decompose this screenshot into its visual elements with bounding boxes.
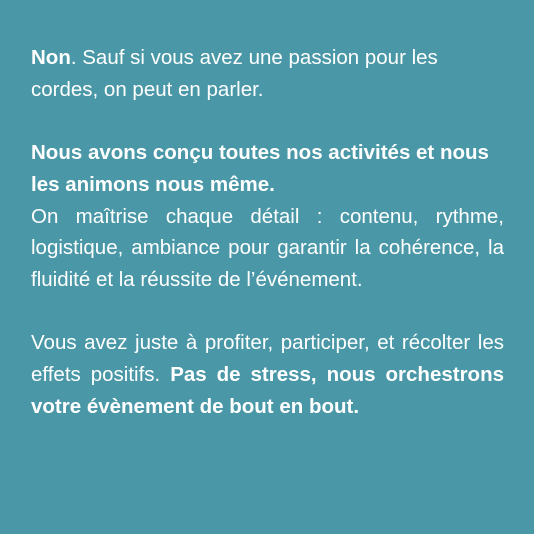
closing-paragraph [31,327,504,422]
activities-paragraph [31,137,504,296]
intro-lead-word: Non [31,46,71,69]
closing-text: Vous avez juste à profiter, participer, et récolter les effets positifs. [31,331,504,386]
intro-paragraph [31,42,504,105]
paragraph-spacer [31,296,504,328]
activities-heading: Nous avons conçu toutes nos activités et nous les animons nous même. [31,141,489,196]
activities-body: On maîtrise chaque détail : contenu, rythme, logistique, ambiance pour garantir la cohérence, la fluidité et la réussite de l’événement. [31,204,504,291]
intro-text: . Sauf si vous avez une passion pour les cordes, on peut en parler. [31,46,438,101]
closing-bold-text: Pas de stress, nous orchestrons votre évènement de bout en bout. [31,363,504,418]
paragraph-spacer [31,105,504,137]
